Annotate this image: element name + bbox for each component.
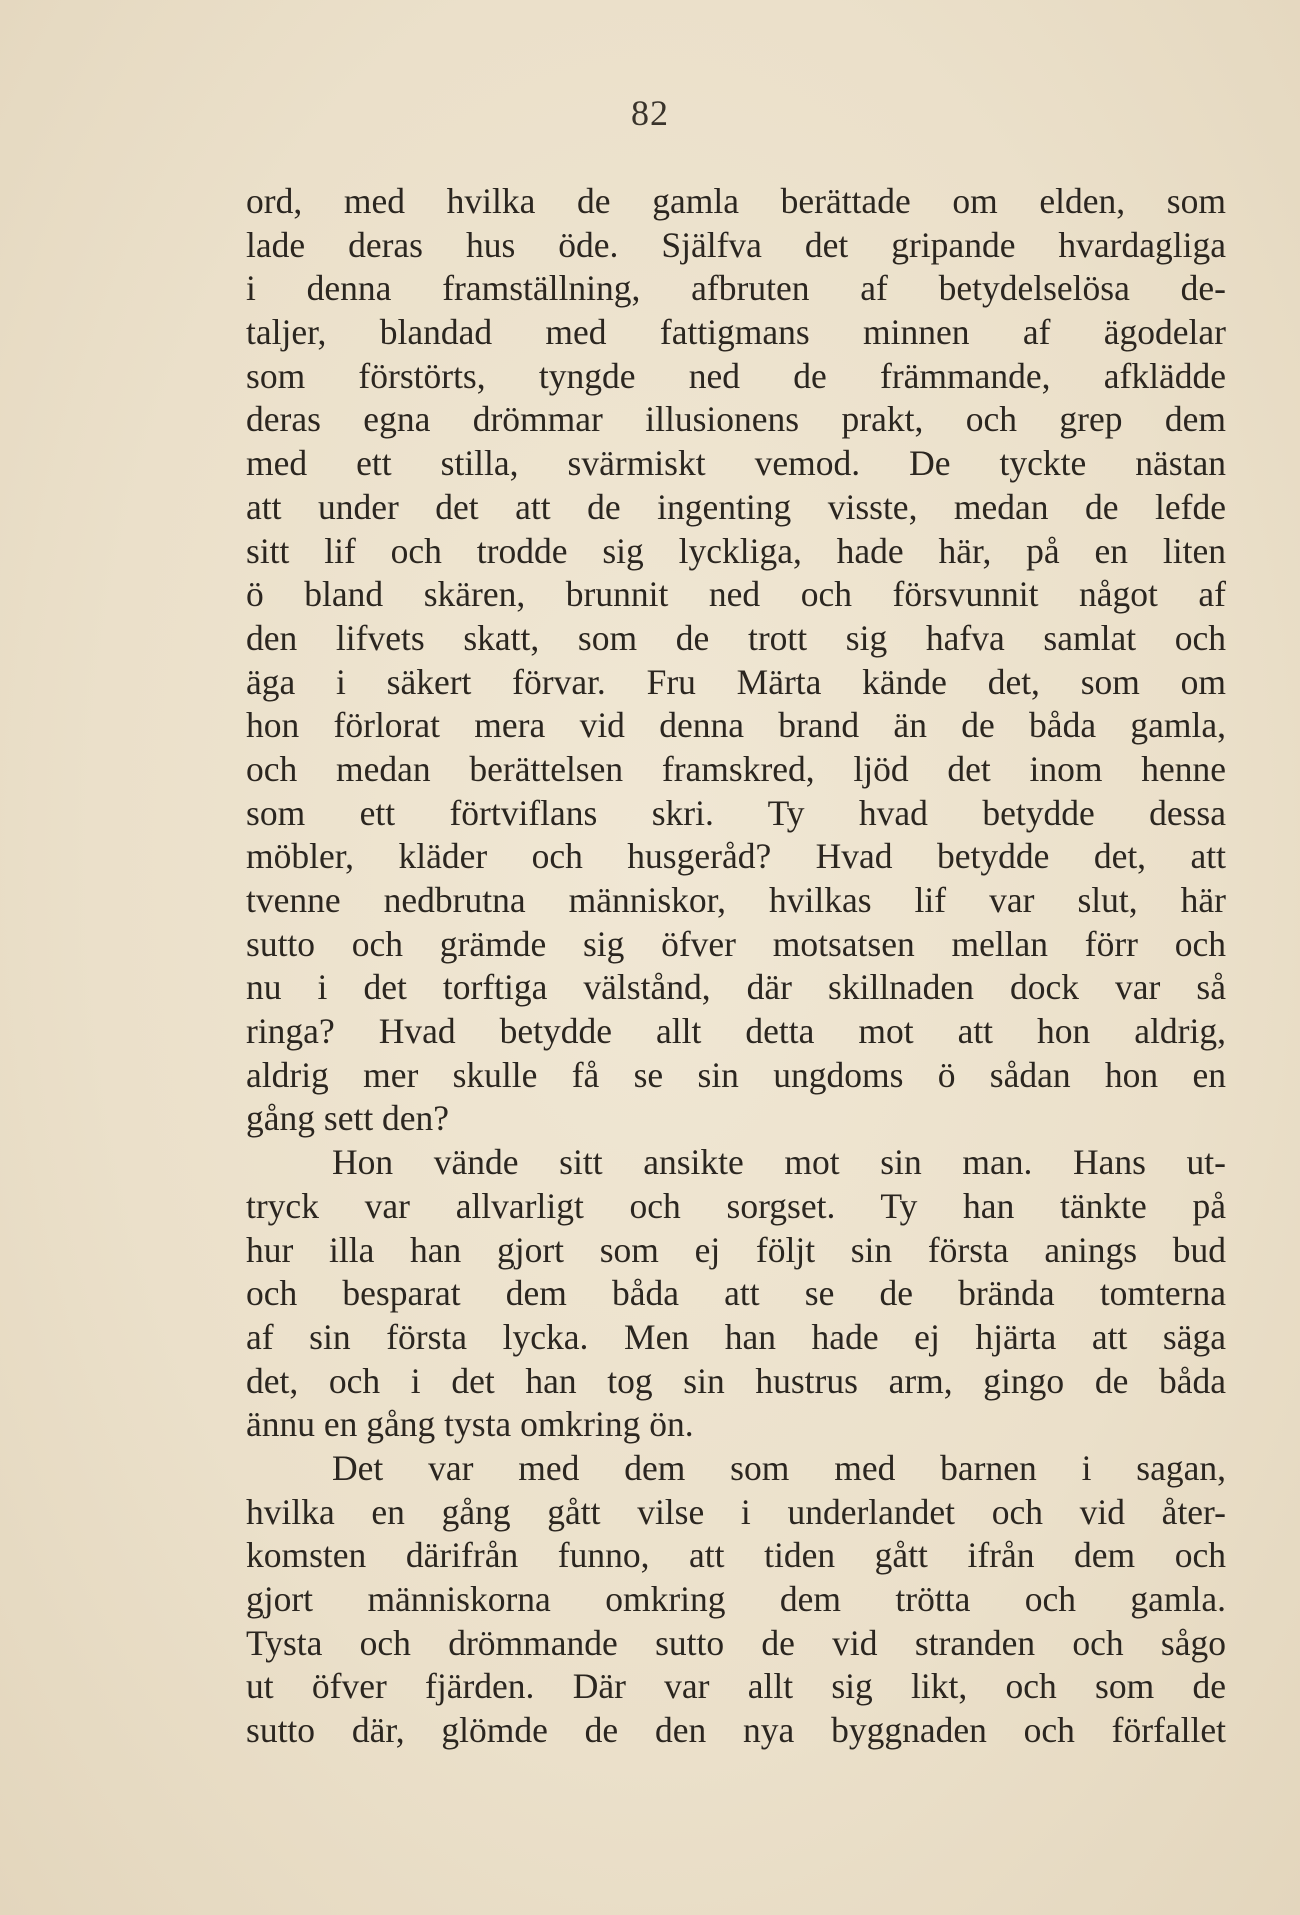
page-number: 82 bbox=[631, 93, 669, 133]
text-line: ut öfver fjärden. Där var allt sig likt, och som de bbox=[246, 1666, 1226, 1707]
text-line: möbler, kläder och husgeråd? Hvad betydde det, att bbox=[246, 836, 1226, 877]
text-line: ringa? Hvad betydde allt detta mot att hon aldrig, bbox=[246, 1011, 1226, 1052]
text-line: sitt lif och trodde sig lyckliga, hade här, på en liten bbox=[246, 530, 1226, 571]
text-line: tvenne nedbrutna människor, hvilkas lif var slut, här bbox=[246, 880, 1226, 920]
text-line: gång sett den? bbox=[246, 1098, 450, 1139]
text-line: med ett stilla, svärmiskt vemod. De tyckte nästan bbox=[246, 443, 1226, 484]
text-line: Tysta och drömmande sutto de vid stranden och sågo bbox=[246, 1622, 1226, 1663]
text-line: taljer, blandad med fattigmans minnen af ägodelar bbox=[246, 312, 1226, 353]
text-line: som ett förtviflans skri. Ty hvad betydde dessa bbox=[246, 792, 1226, 833]
text-line: aldrig mer skulle få se sin ungdoms ö sådan hon en bbox=[246, 1054, 1226, 1095]
text-line: den lifvets skatt, som de trott sig hafva samlat och bbox=[246, 617, 1226, 658]
text-line: att under det att de ingenting visste, medan de lefde bbox=[246, 486, 1226, 527]
text-line: lade deras hus öde. Själfva det gripande hvardagliga bbox=[246, 224, 1226, 265]
text-line: i denna framställning, afbruten af betydelselösa de- bbox=[246, 268, 1226, 309]
text-line: och medan berättelsen framskred, ljöd det inom henne bbox=[246, 748, 1226, 789]
text-line: gjort människorna omkring dem trötta och gamla. bbox=[246, 1579, 1226, 1619]
text-line: hvilka en gång gått vilse i underlandet och vid åter- bbox=[246, 1491, 1226, 1532]
text-line: hon förlorat mera vid denna brand än de båda gamla, bbox=[246, 705, 1226, 746]
body-text bbox=[246, 180, 1226, 1753]
text-line: deras egna drömmar illusionens prakt, och grep dem bbox=[246, 399, 1226, 440]
text-line: komsten därifrån funno, att tiden gått ifrån dem och bbox=[246, 1535, 1226, 1576]
text-line: sutto och grämde sig öfver motsatsen mellan förr och bbox=[246, 923, 1226, 964]
text-line: nu i det torftiga välstånd, där skillnaden dock var så bbox=[246, 967, 1226, 1008]
text-line: tryck var allvarligt och sorgset. Ty han tänkte på bbox=[246, 1185, 1226, 1226]
text-line: ord, med hvilka de gamla berättade om elden, som bbox=[246, 181, 1226, 221]
text-line: af sin första lycka. Men han hade ej hjärta att säga bbox=[246, 1316, 1226, 1357]
text-line: och besparat dem båda att se de brända tomterna bbox=[246, 1273, 1226, 1314]
text-line: Hon vände sitt ansikte mot sin man. Hans ut- bbox=[332, 1142, 1226, 1183]
text-line: äga i säkert förvar. Fru Märta kände det, som om bbox=[246, 661, 1226, 702]
text-line: ännu en gång tysta omkring ön. bbox=[246, 1404, 694, 1445]
text-line: Det var med dem som med barnen i sagan, bbox=[332, 1447, 1226, 1488]
text-line: ö bland skären, brunnit ned och försvunnit något af bbox=[246, 574, 1226, 615]
text-line: sutto där, glömde de den nya byggnaden och förfallet bbox=[246, 1710, 1226, 1751]
text-line: hur illa han gjort som ej följt sin första anings bud bbox=[246, 1229, 1226, 1270]
text-line: som förstörts, tyngde ned de främmande, afklädde bbox=[246, 355, 1226, 396]
text-line: det, och i det han tog sin hustrus arm, gingo de båda bbox=[246, 1360, 1226, 1401]
